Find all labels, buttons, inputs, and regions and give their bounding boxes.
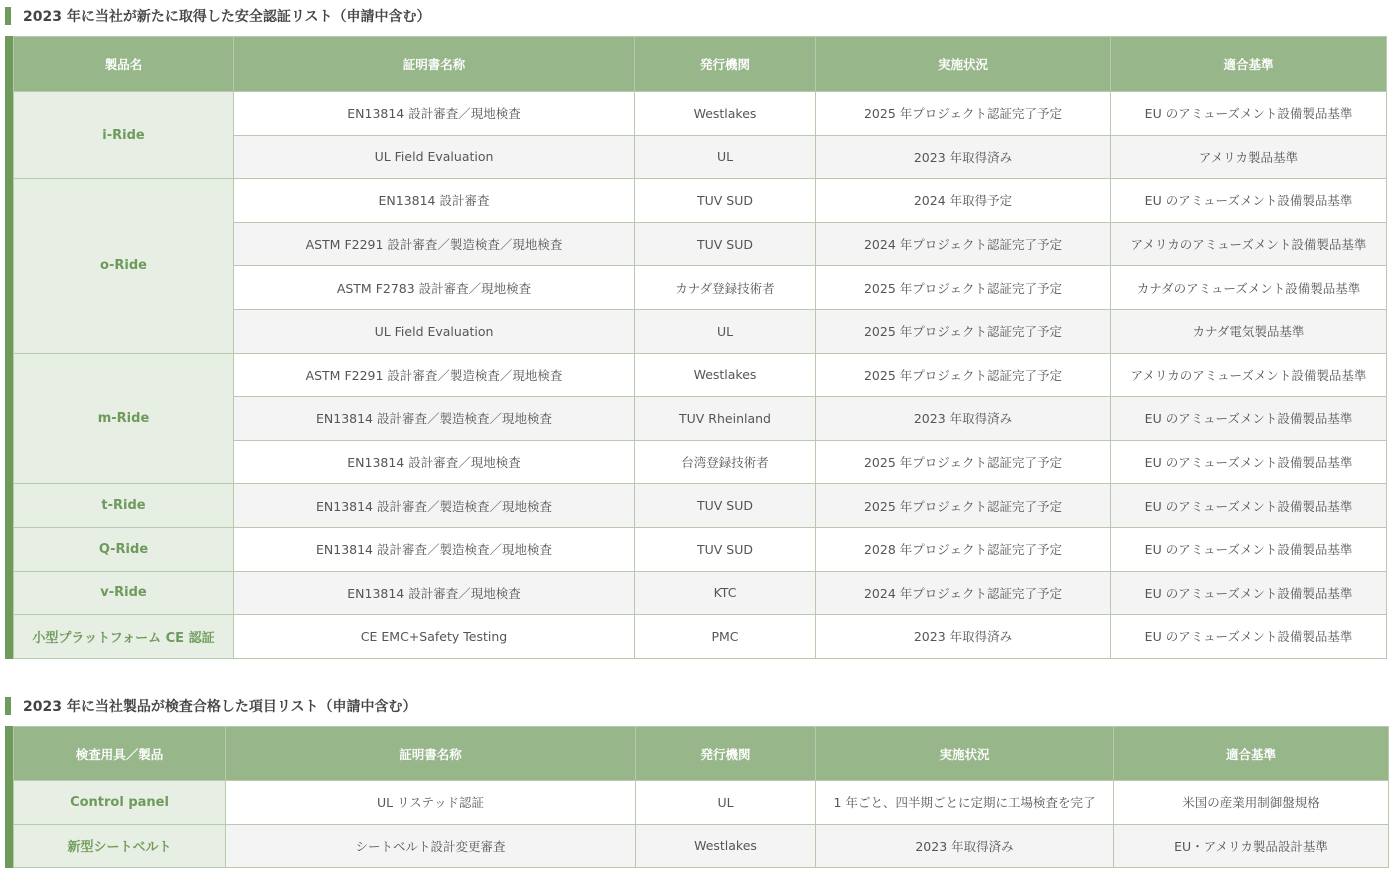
header-status: 実施状況 <box>816 37 1111 92</box>
title-accent-bar <box>5 7 11 25</box>
product-name-cell: Control panel <box>14 781 226 825</box>
certificate-cell: ASTM F2291 設計審査／製造検査／現地検査 <box>234 222 635 266</box>
certificate-cell: ASTM F2783 設計審査／現地検査 <box>234 266 635 310</box>
section1-title-text: 2023 年に当社が新たに取得した安全認証リスト（申請中含む） <box>23 9 431 25</box>
standard-cell: EU のアミューズメント設備製品基準 <box>1111 484 1387 528</box>
header-issuer: 発行機関 <box>636 727 816 781</box>
product-name-cell: t-Ride <box>14 484 234 528</box>
standard-cell: EU のアミューズメント設備製品基準 <box>1111 527 1387 571</box>
header-inspection-item: 検査用具／製品 <box>14 727 226 781</box>
table-row <box>14 781 1389 825</box>
table-row <box>14 571 1387 615</box>
certificate-cell: EN13814 設計審査 <box>234 179 635 223</box>
table-row <box>14 353 1387 397</box>
issuer-cell: 台湾登録技術者 <box>635 440 816 484</box>
table-row <box>14 615 1387 659</box>
product-name-cell: Q-Ride <box>14 527 234 571</box>
status-cell: 2028 年プロジェクト認証完了予定 <box>816 527 1111 571</box>
product-name-cell: o-Ride <box>14 179 234 353</box>
standard-cell: EU のアミューズメント設備製品基準 <box>1111 397 1387 441</box>
standard-cell: 米国の産業用制御盤規格 <box>1114 781 1389 825</box>
table-row <box>14 179 1387 223</box>
issuer-cell: UL <box>635 309 816 353</box>
issuer-cell: TUV SUD <box>635 179 816 223</box>
table-row <box>14 824 1389 868</box>
table-header-row <box>14 727 1389 781</box>
certification-table-wrapper <box>5 36 1387 659</box>
table-row <box>14 92 1387 136</box>
status-cell: 1 年ごと、四半期ごとに定期に工場検査を完了 <box>816 781 1114 825</box>
status-cell: 2025 年プロジェクト認証完了予定 <box>816 484 1111 528</box>
issuer-cell: Westlakes <box>635 92 816 136</box>
issuer-cell: カナダ登録技術者 <box>635 266 816 310</box>
status-cell: 2024 年プロジェクト認証完了予定 <box>816 571 1111 615</box>
inspection-table <box>13 726 1389 868</box>
standard-cell: EU のアミューズメント設備製品基準 <box>1111 615 1387 659</box>
certificate-cell: EN13814 設計審査／製造検査／現地検査 <box>234 397 635 441</box>
certificate-cell: UL Field Evaluation <box>234 135 635 179</box>
issuer-cell: KTC <box>635 571 816 615</box>
section2-title-text: 2023 年に当社製品が検査合格した項目リスト（申請中含む） <box>23 699 417 715</box>
certification-table-body <box>14 92 1387 659</box>
status-cell: 2023 年取得済み <box>816 135 1111 179</box>
standard-cell: アメリカ製品基準 <box>1111 135 1387 179</box>
status-cell: 2023 年取得済み <box>816 397 1111 441</box>
product-name-cell: m-Ride <box>14 353 234 484</box>
certificate-cell: EN13814 設計審査／製造検査／現地検査 <box>234 484 635 528</box>
table-row <box>14 484 1387 528</box>
header-standard: 適合基準 <box>1111 37 1387 92</box>
header-certificate: 証明書名称 <box>226 727 636 781</box>
section1-title <box>5 6 431 26</box>
issuer-cell: UL <box>635 135 816 179</box>
standard-cell: アメリカのアミューズメント設備製品基準 <box>1111 353 1387 397</box>
status-cell: 2023 年取得済み <box>816 824 1114 868</box>
standard-cell: EU のアミューズメント設備製品基準 <box>1111 571 1387 615</box>
status-cell: 2025 年プロジェクト認証完了予定 <box>816 92 1111 136</box>
product-name-cell: 新型シートベルト <box>14 824 226 868</box>
certificate-cell: CE EMC+Safety Testing <box>234 615 635 659</box>
product-name-cell: 小型プラットフォーム CE 認証 <box>14 615 234 659</box>
standard-cell: EU・アメリカ製品設計基準 <box>1114 824 1389 868</box>
status-cell: 2024 年取得予定 <box>816 179 1111 223</box>
issuer-cell: TUV Rheinland <box>635 397 816 441</box>
certificate-cell: シートベルト設計変更審査 <box>226 824 636 868</box>
section2-title <box>5 696 417 716</box>
certificate-cell: EN13814 設計審査／製造検査／現地検査 <box>234 527 635 571</box>
inspection-table-body <box>14 781 1389 868</box>
table-row <box>14 527 1387 571</box>
status-cell: 2025 年プロジェクト認証完了予定 <box>816 440 1111 484</box>
issuer-cell: PMC <box>635 615 816 659</box>
header-standard: 適合基準 <box>1114 727 1389 781</box>
issuer-cell: TUV SUD <box>635 527 816 571</box>
issuer-cell: Westlakes <box>635 353 816 397</box>
standard-cell: EU のアミューズメント設備製品基準 <box>1111 440 1387 484</box>
certificate-cell: EN13814 設計審査／現地検査 <box>234 92 635 136</box>
standard-cell: EU のアミューズメント設備製品基準 <box>1111 92 1387 136</box>
issuer-cell: TUV SUD <box>635 484 816 528</box>
product-name-cell: v-Ride <box>14 571 234 615</box>
issuer-cell: UL <box>636 781 816 825</box>
certificate-cell: UL Field Evaluation <box>234 309 635 353</box>
standard-cell: アメリカのアミューズメント設備製品基準 <box>1111 222 1387 266</box>
issuer-cell: Westlakes <box>636 824 816 868</box>
title-accent-bar <box>5 697 11 715</box>
product-name-cell: i-Ride <box>14 92 234 179</box>
certificate-cell: ASTM F2291 設計審査／製造検査／現地検査 <box>234 353 635 397</box>
certificate-cell: EN13814 設計審査／現地検査 <box>234 571 635 615</box>
certificate-cell: EN13814 設計審査／現地検査 <box>234 440 635 484</box>
header-issuer: 発行機関 <box>635 37 816 92</box>
inspection-table-wrapper <box>5 726 1389 868</box>
header-certificate: 証明書名称 <box>234 37 635 92</box>
status-cell: 2025 年プロジェクト認証完了予定 <box>816 266 1111 310</box>
status-cell: 2024 年プロジェクト認証完了予定 <box>816 222 1111 266</box>
table-header-row <box>14 37 1387 92</box>
header-product: 製品名 <box>14 37 234 92</box>
certificate-cell: UL リステッド認証 <box>226 781 636 825</box>
standard-cell: EU のアミューズメント設備製品基準 <box>1111 179 1387 223</box>
issuer-cell: TUV SUD <box>635 222 816 266</box>
status-cell: 2023 年取得済み <box>816 615 1111 659</box>
certification-table <box>13 36 1387 659</box>
standard-cell: カナダ電気製品基準 <box>1111 309 1387 353</box>
status-cell: 2025 年プロジェクト認証完了予定 <box>816 353 1111 397</box>
standard-cell: カナダのアミューズメント設備製品基準 <box>1111 266 1387 310</box>
status-cell: 2025 年プロジェクト認証完了予定 <box>816 309 1111 353</box>
header-status: 実施状況 <box>816 727 1114 781</box>
